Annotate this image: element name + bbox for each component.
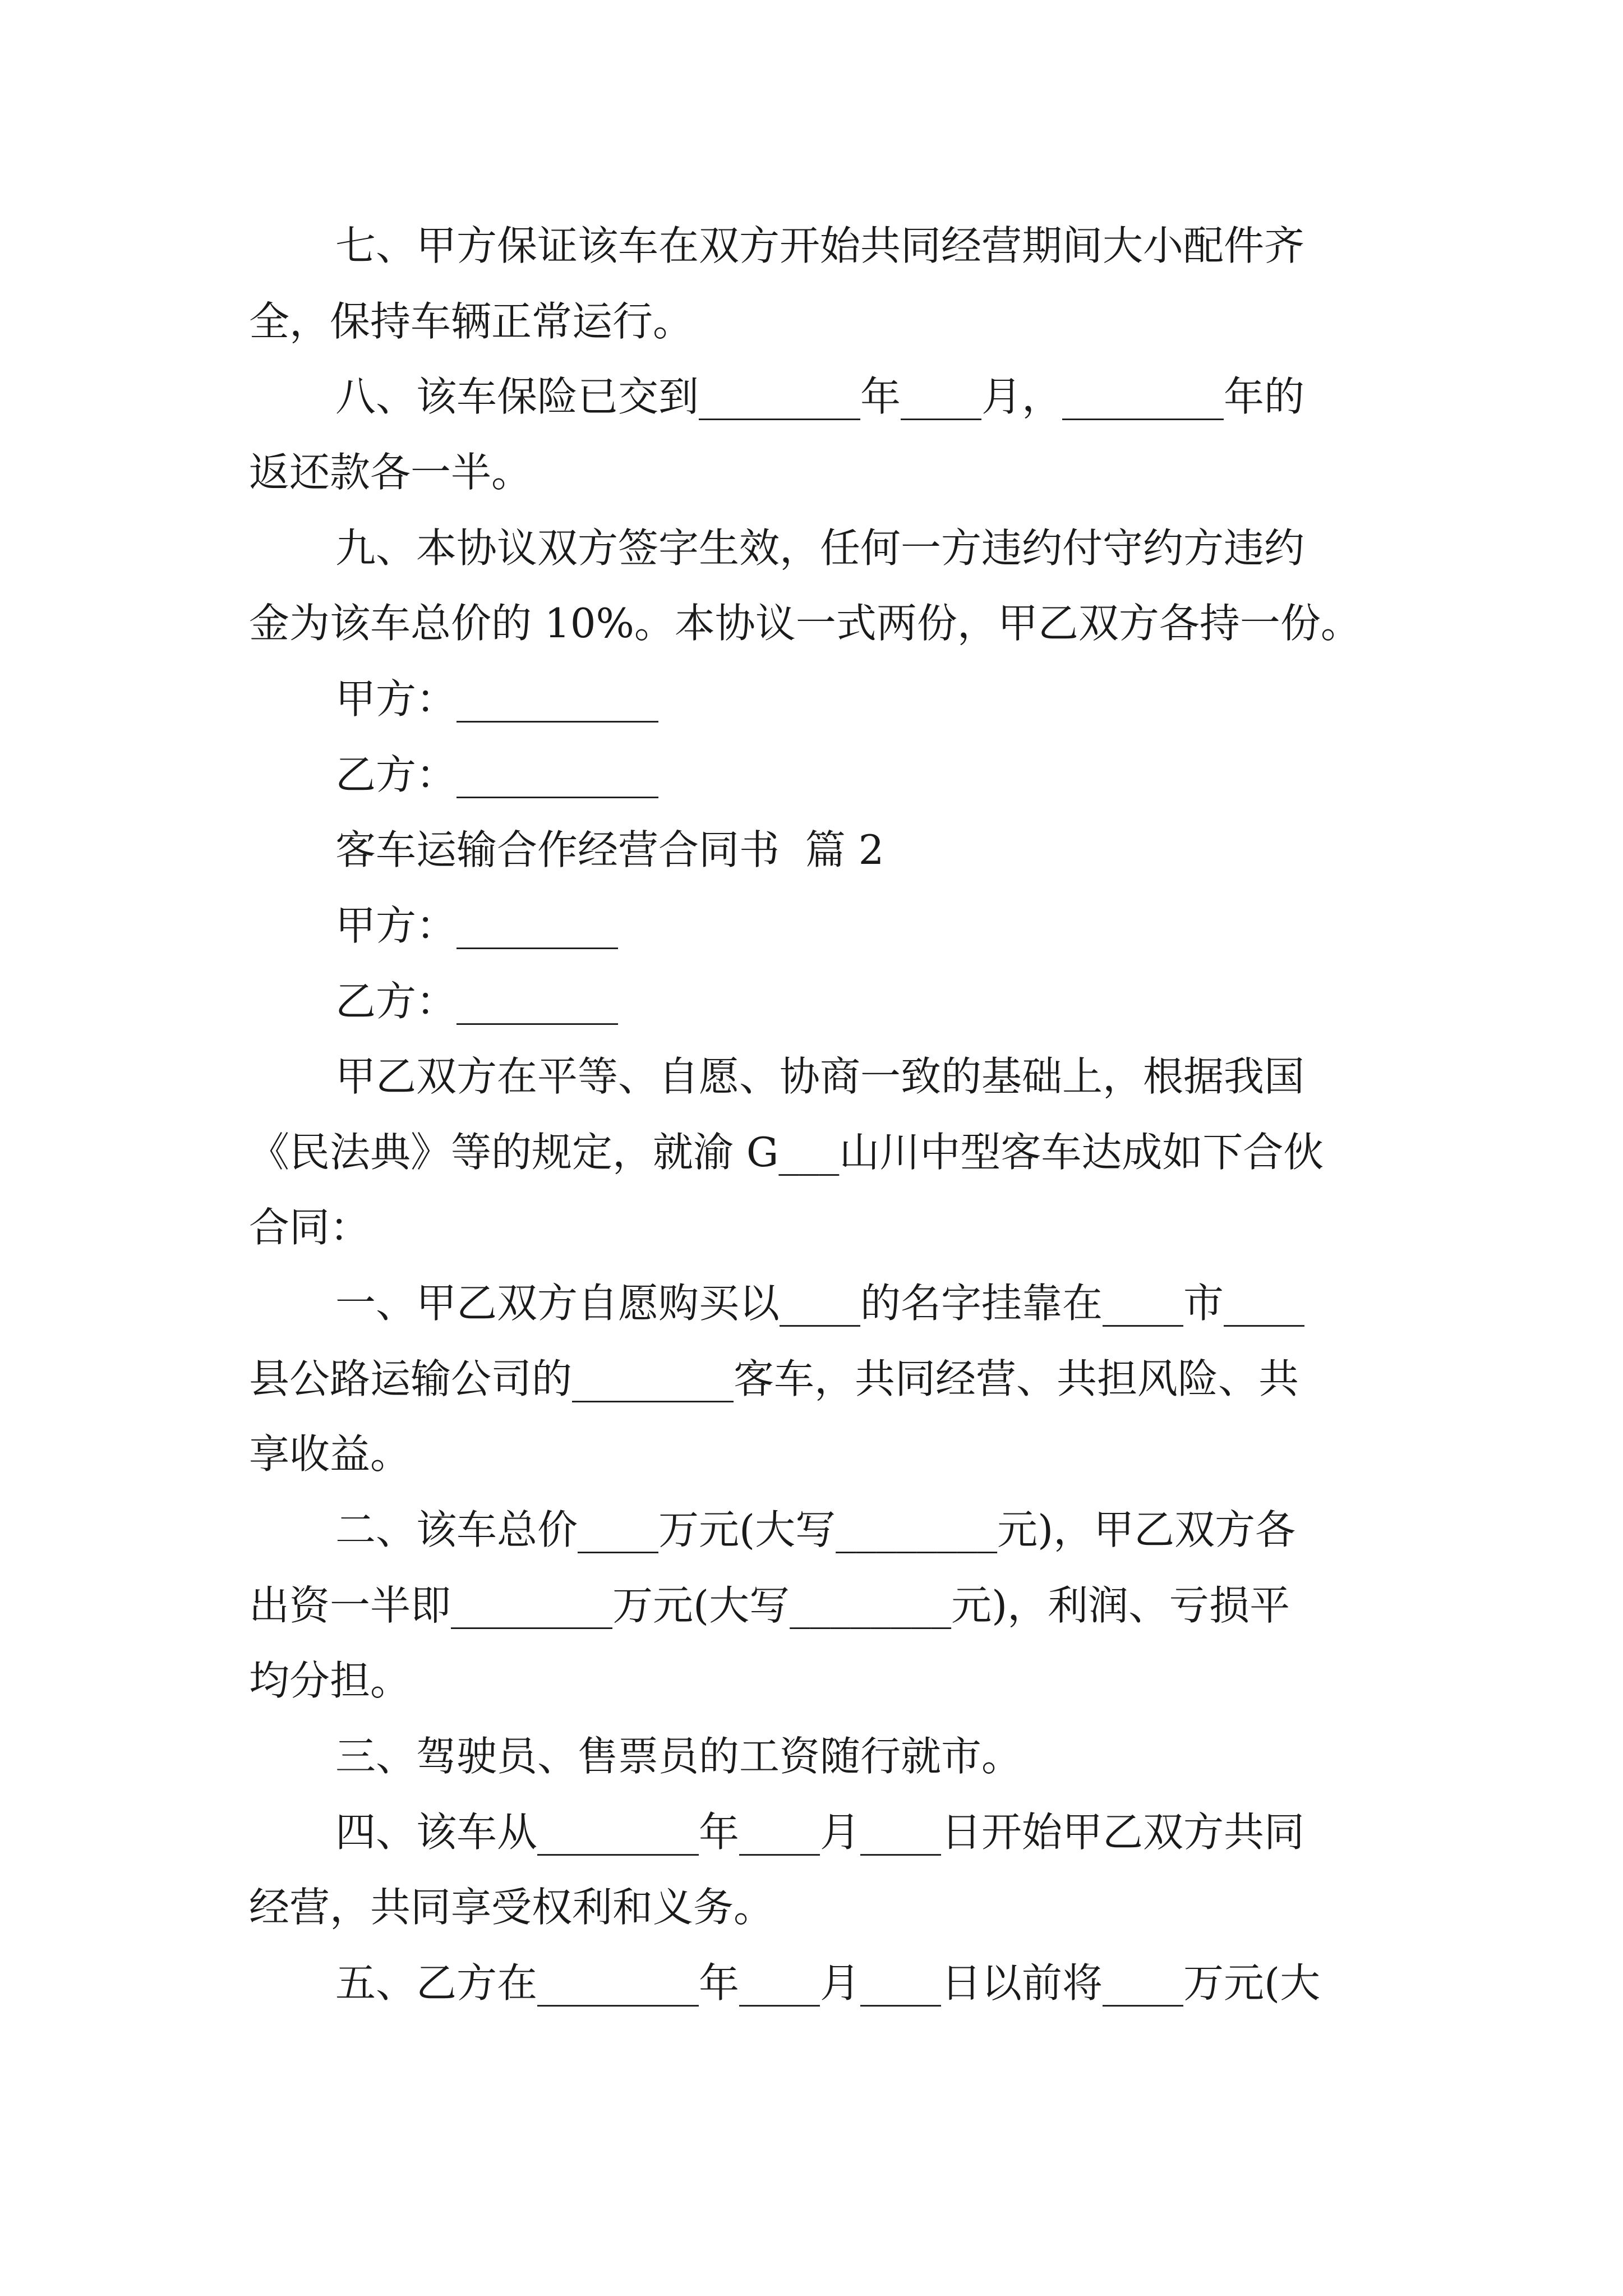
- article-5-line-1: 五、乙方在________年____月____日以前将____万元(大: [335, 1959, 1321, 2007]
- article-4-line-1: 四、该车从________年____月____日开始甲乙双方共同: [335, 1809, 1305, 1856]
- article-3-line-1: 三、驾驶员、售票员的工资随行就市。: [335, 1733, 1022, 1780]
- article-4-line-2: 经营，共同享受权利和义务。: [249, 1884, 774, 1931]
- clause-7-line-2: 全，保持车辆正常运行。: [249, 298, 694, 345]
- clause-9-line-2: 金为该车总价的 10%。本协议一式两份，甲乙双方各持一份。: [249, 600, 1361, 647]
- party-b-line: 乙方：________: [335, 978, 619, 1025]
- party-a-line: 甲方：________: [335, 902, 619, 949]
- article-2-line-3: 均分担。: [249, 1657, 411, 1704]
- clause-7-line-1: 七、甲方保证该车在双方开始共同经营期间大小配件齐: [335, 222, 1305, 269]
- section-title: 客车运输合作经营合同书 篇 2: [335, 826, 884, 873]
- article-2-line-2: 出资一半即________万元(大写________元)，利润、亏损平: [249, 1582, 1290, 1629]
- article-2-line-1: 二、该车总价____万元(大写________元)，甲乙双方各: [335, 1506, 1296, 1553]
- party-a-signature: 甲方：__________: [335, 675, 659, 723]
- clause-8-line-2: 返还款各一半。: [249, 449, 532, 496]
- party-b-signature: 乙方：__________: [335, 751, 659, 798]
- clause-9-line-1: 九、本协议双方签字生效，任何一方违约付守约方违约: [335, 524, 1305, 572]
- clause-8-line-1: 八、该车保险已交到________年____月，________年的: [335, 373, 1305, 420]
- preamble-line-1: 甲乙双方在平等、自愿、协商一致的基础上，根据我国: [335, 1053, 1305, 1100]
- article-1-line-3: 享收益。: [249, 1430, 411, 1478]
- preamble-line-3: 合同：: [249, 1204, 371, 1251]
- article-1-line-1: 一、甲乙双方自愿购买以____的名字挂靠在____市____: [335, 1280, 1305, 1327]
- article-1-line-2: 县公路运输公司的________客车，共同经营、共担风险、共: [249, 1355, 1299, 1402]
- preamble-line-2: 《民法典》等的规定，就渝 G___山川中型客车达成如下合伙: [249, 1129, 1324, 1176]
